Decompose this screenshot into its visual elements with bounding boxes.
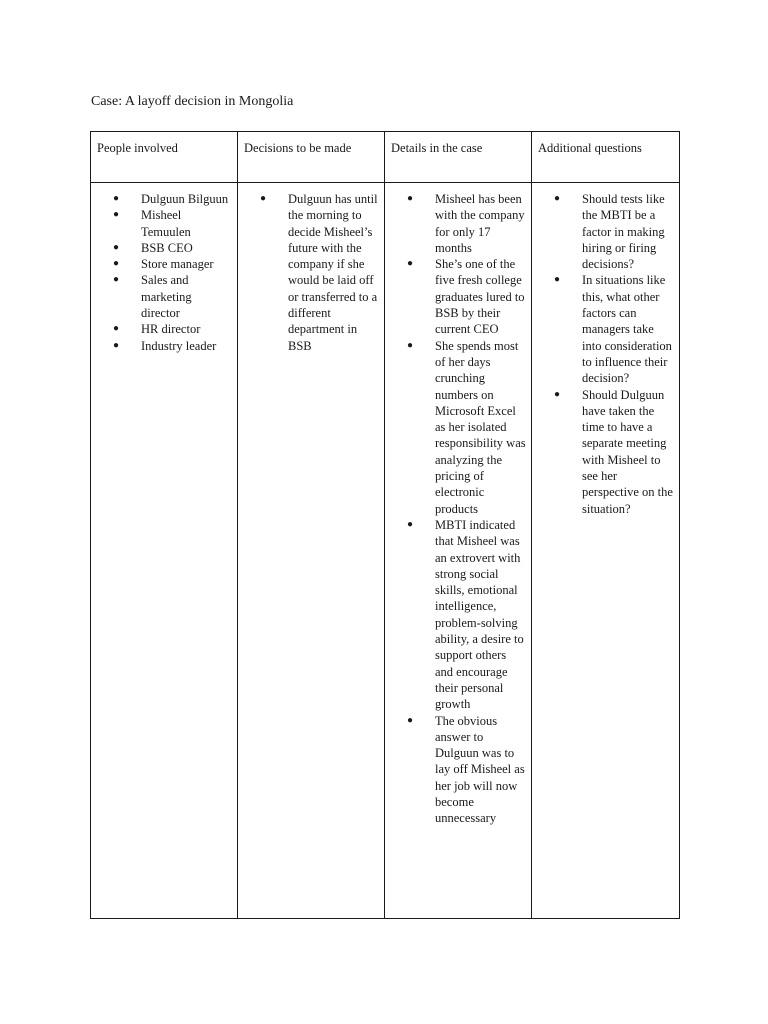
bullet-icon: ● — [554, 388, 561, 400]
bullet-icon: ● — [113, 323, 120, 335]
list-item — [554, 387, 675, 517]
list-item-text: Industry leader — [141, 338, 217, 353]
list-item — [407, 713, 527, 827]
header-decisions-to-be-made: Decisions to be made — [238, 132, 385, 183]
list-item-text: BSB CEO — [141, 240, 193, 255]
list-item-text: Should tests like the MBTI be a factor in making hiring or firing decisions? — [582, 192, 665, 272]
bullet-icon: ● — [113, 258, 120, 270]
cell-decisions-to-be-made — [238, 183, 385, 919]
list-item-text: MBTI indicated that Misheel was an extrovert with strong social skills, emotional intelligence, problem-solving ability, a desire to support others and encourage their personal growth — [435, 517, 524, 712]
list-item — [113, 338, 233, 354]
bullet-icon: ● — [407, 339, 414, 351]
list-item-text: She’s one of the five fresh college graduates lured to BSB by their current CEO — [435, 257, 525, 337]
decisions-list — [238, 191, 380, 354]
list-item — [407, 256, 527, 337]
list-item-text: In situations like this, what other factors can managers take into consideration to influence their decision? — [582, 273, 672, 386]
table-row — [91, 183, 680, 919]
list-item — [113, 321, 233, 337]
table-header-row — [91, 132, 680, 183]
list-item — [113, 272, 233, 321]
bullet-icon: ● — [407, 518, 414, 530]
bullet-icon: ● — [113, 339, 120, 351]
cell-details-in-the-case — [385, 183, 532, 919]
list-item — [113, 207, 233, 240]
bullet-icon: ● — [113, 193, 120, 204]
bullet-icon: ● — [113, 241, 120, 253]
bullet-icon: ● — [113, 274, 120, 286]
bullet-icon: ● — [554, 193, 561, 204]
list-item — [407, 517, 527, 713]
questions-list — [532, 191, 675, 517]
header-additional-questions: Additional questions — [532, 132, 680, 183]
list-item — [407, 338, 527, 517]
list-item-text: Misheel has been with the company for only 17 months — [435, 192, 525, 255]
list-item-text: HR director — [141, 322, 201, 337]
bullet-icon: ● — [407, 258, 414, 270]
list-item — [407, 191, 527, 256]
bullet-icon: ● — [407, 714, 414, 726]
list-item-text: Dulguun Bilguun — [141, 192, 229, 206]
header-people-involved: People involved — [91, 132, 238, 183]
list-item — [113, 256, 233, 272]
list-item — [554, 272, 675, 386]
list-item-text: Misheel Temuulen — [141, 208, 191, 239]
header-details-in-the-case: Details in the case — [385, 132, 532, 183]
list-item-text: She spends most of her days crunching numbers on Microsoft Excel as her isolated responsibility was analyzing the pricing of electronic products — [435, 338, 526, 516]
list-item — [554, 191, 675, 272]
bullet-icon: ● — [260, 193, 267, 204]
list-item-text: Should Dulguun have taken the time to have a separate meeting with Misheel to see her perspective on the situation? — [582, 387, 673, 516]
list-item — [113, 191, 233, 207]
case-table — [90, 131, 680, 919]
bullet-icon: ● — [554, 274, 561, 286]
bullet-icon: ● — [407, 193, 414, 204]
list-item — [113, 240, 233, 256]
people-list — [91, 191, 233, 354]
list-item-text: Store manager — [141, 257, 214, 272]
list-item-text: Dulguun has until the morning to decide Misheel’s future with the company if she would be laid off or transferred to a different department in BSB — [288, 192, 378, 353]
list-item-text: The obvious answer to Dulguun was to lay off Misheel as her job will now become unnecessary — [435, 713, 525, 826]
list-item — [260, 191, 380, 354]
cell-additional-questions — [532, 183, 680, 919]
bullet-icon: ● — [113, 209, 120, 221]
list-item-text: Sales and marketing director — [141, 273, 192, 321]
cell-people-involved — [91, 183, 238, 919]
details-list — [385, 191, 527, 827]
page-title: Case: A layoff decision in Mongolia — [91, 94, 294, 109]
